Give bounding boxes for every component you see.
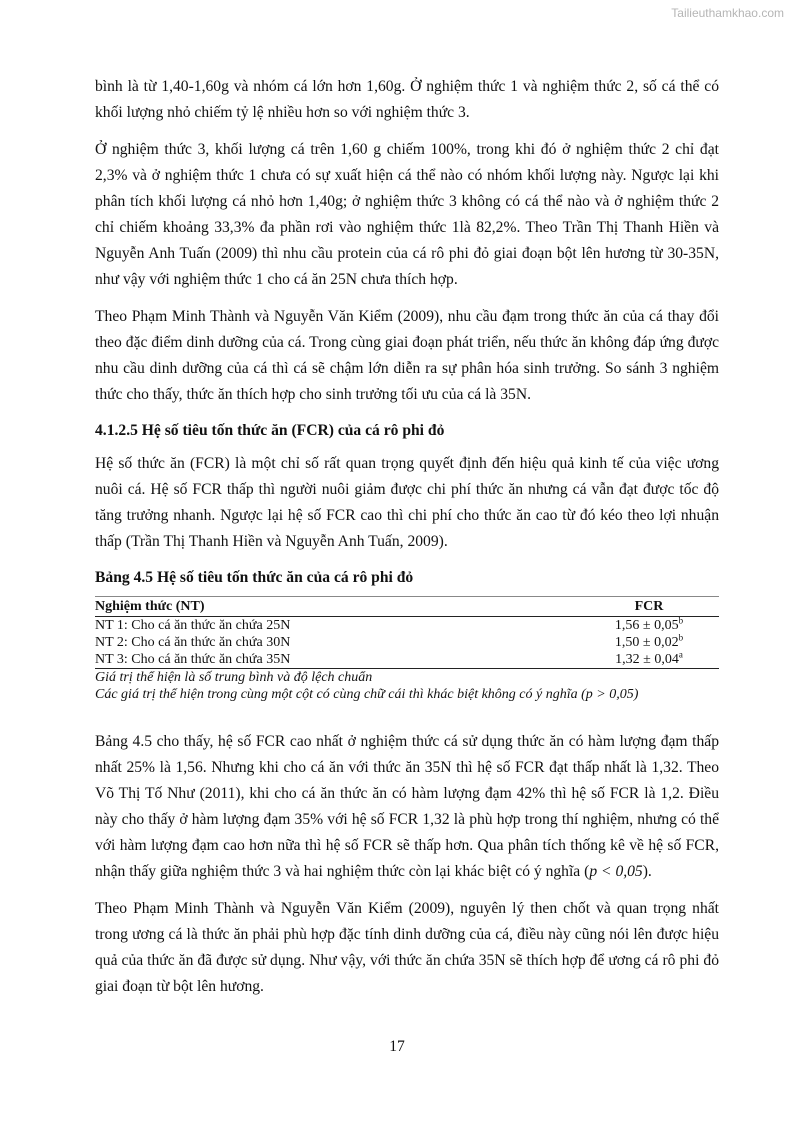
- document-page: [95, 74, 719, 1011]
- row-label: NT 3: Cho cá ăn thức ăn chứa 35N: [95, 651, 579, 669]
- table-row: [95, 651, 719, 669]
- table-row: [95, 634, 719, 651]
- row-value: 1,56 ± 0,05$^b$: [614, 615, 684, 633]
- row-value: 1,32 ± 0,04$^a$: [579, 651, 719, 669]
- table-note: Các giá trị thể hiện trong cùng một cột có cùng chữ cái thì khác biệt không có ý nghĩa (p > 0,05): [95, 687, 639, 702]
- row-value: 1,50 ± 0,02$^b$: [614, 632, 684, 650]
- row-label: NT 1: Cho cá ăn thức ăn chứa 25N: [95, 618, 291, 633]
- paragraph-2: Ở nghiệm thức 3, khối lượng cá trên 1,60 g chiếm 100%, trong khi đó ở nghiệm thức 2 chỉ đạt 2,3% và ở nghiệm thức 1 chưa có sự xuất hiện cá thể nào có nhóm khối lượng này. Ngược lại khi phân tích khối lượng cá nhỏ hơn 1,40g; ở nghiệm thức 3 không có cá thể nào và ở nghiệm thức 2 chỉ chiếm khoảng 33,3% đa phần rơi vào nghiệm thức 1là 82,2%. Theo Trần Thị Thanh Hiền và Nguyễn Anh Tuấn (2009) thì nhu cầu protein của cá rô phi đỏ giai đoạn bột lên hương từ 30-35N, như vậy với nghiệm thức 1 cho cá ăn 25N chưa thích hợp.: [95, 141, 719, 288]
- table-caption: Bảng 4.5 Hệ số tiêu tốn thức ăn của cá rô phi đỏ: [95, 569, 414, 586]
- page-number: 17: [389, 1038, 405, 1055]
- significance-letter: a: [678, 649, 683, 660]
- paragraph-1: bình là từ 1,40-1,60g và nhóm cá lớn hơn 1,60g. Ở nghiệm thức 1 và nghiệm thức 2, số cá thể có khối lượng nhỏ chiếm tỷ lệ nhiều hơn so với nghiệm thức 3.: [95, 78, 719, 121]
- fcr-table: [95, 596, 719, 669]
- table-notes: [95, 669, 719, 703]
- section-heading: 4.1.2.5 Hệ số tiêu tốn thức ăn (FCR) của cá rô phi đỏ: [95, 422, 445, 439]
- paragraph-3: Theo Phạm Minh Thành và Nguyễn Văn Kiểm (2009), nhu cầu đạm trong thức ăn của cá thay đổi theo đặc điểm dinh dưỡng của cá. Trong cùng giai đoạn phát triển, nếu thức ăn không đáp ứng được nhu cầu dinh dưỡng của cá thì cá sẽ chậm lớn diễn ra sự phân hóa sinh trưởng. So sánh 3 nghiệm thức cho thấy, thức ăn thích hợp cho sinh trưởng tối ưu của cá là 35N.: [95, 308, 719, 403]
- significance-letter: b: [678, 632, 684, 643]
- significance-letter: b: [678, 615, 684, 626]
- header-treatment: Nghiệm thức (NT): [95, 597, 579, 617]
- table-note: Giá trị thể hiện là số trung bình và độ lệch chuẩn: [95, 670, 373, 685]
- paragraph-5: Bảng 4.5 cho thấy, hệ số FCR cao nhất ở nghiệm thức cá sử dụng thức ăn có hàm lượng đạm thấp nhất 25% là 1,56. Nhưng khi cho cá ăn với thức ăn 35N thì hệ số FCR đạt thấp nhất là 1,32. Theo Võ Thị Tố Như (2011), khi cho cá ăn thức ăn có hàm lượng đạm 42% thì hệ số FCR là 1,2. Điều này cho thấy ở hàm lượng đạm 35% với hệ số FCR 1,32 là phù hợp trong thí nghiệm, nhưng có thể với hàm lượng đạm cao hơn nữa thì hệ số FCR sẽ thấp hơn. Qua phân tích thống kê về hệ số FCR, nhận thấy giữa nghiệm thức 3 và hai nghiệm thức còn lại khác biệt có ý nghĩa (p < 0,05).: [95, 733, 719, 880]
- p-value-italic: p < 0,05: [589, 863, 643, 880]
- paragraph-6: Theo Phạm Minh Thành và Nguyễn Văn Kiểm (2009), nguyên lý then chốt và quan trọng nhất trong ương cá là thức ăn phải phù hợp đặc tính dinh dưỡng của cá, điều này cũng nói lên được hiệu quả của thức ăn đã được sử dụng. Như vậy, với thức ăn chứa 35N sẽ thích hợp để ương cá rô phi đỏ giai đoạn từ bột lên hương.: [95, 900, 719, 995]
- paragraph-4: Hệ số thức ăn (FCR) là một chỉ số rất quan trọng quyết định đến hiệu quả kinh tế của việc ương nuôi cá. Hệ số FCR thấp thì người nuôi giảm được chi phí thức ăn nhưng cá vẫn đạt được tốc độ tăng trưởng nhanh. Ngược lại hệ số FCR cao thì chi phí cho thức ăn cao từ đó kéo theo lợi nhuận thấp (Trần Thị Thanh Hiền và Nguyễn Anh Tuấn, 2009).: [95, 455, 719, 550]
- header-fcr: FCR: [579, 597, 719, 617]
- row-label: NT 2: Cho cá ăn thức ăn chứa 30N: [95, 635, 291, 650]
- table-row: [95, 617, 719, 635]
- watermark: Tailieuthamkhao.com: [671, 6, 784, 20]
- table-header-row: [95, 597, 719, 617]
